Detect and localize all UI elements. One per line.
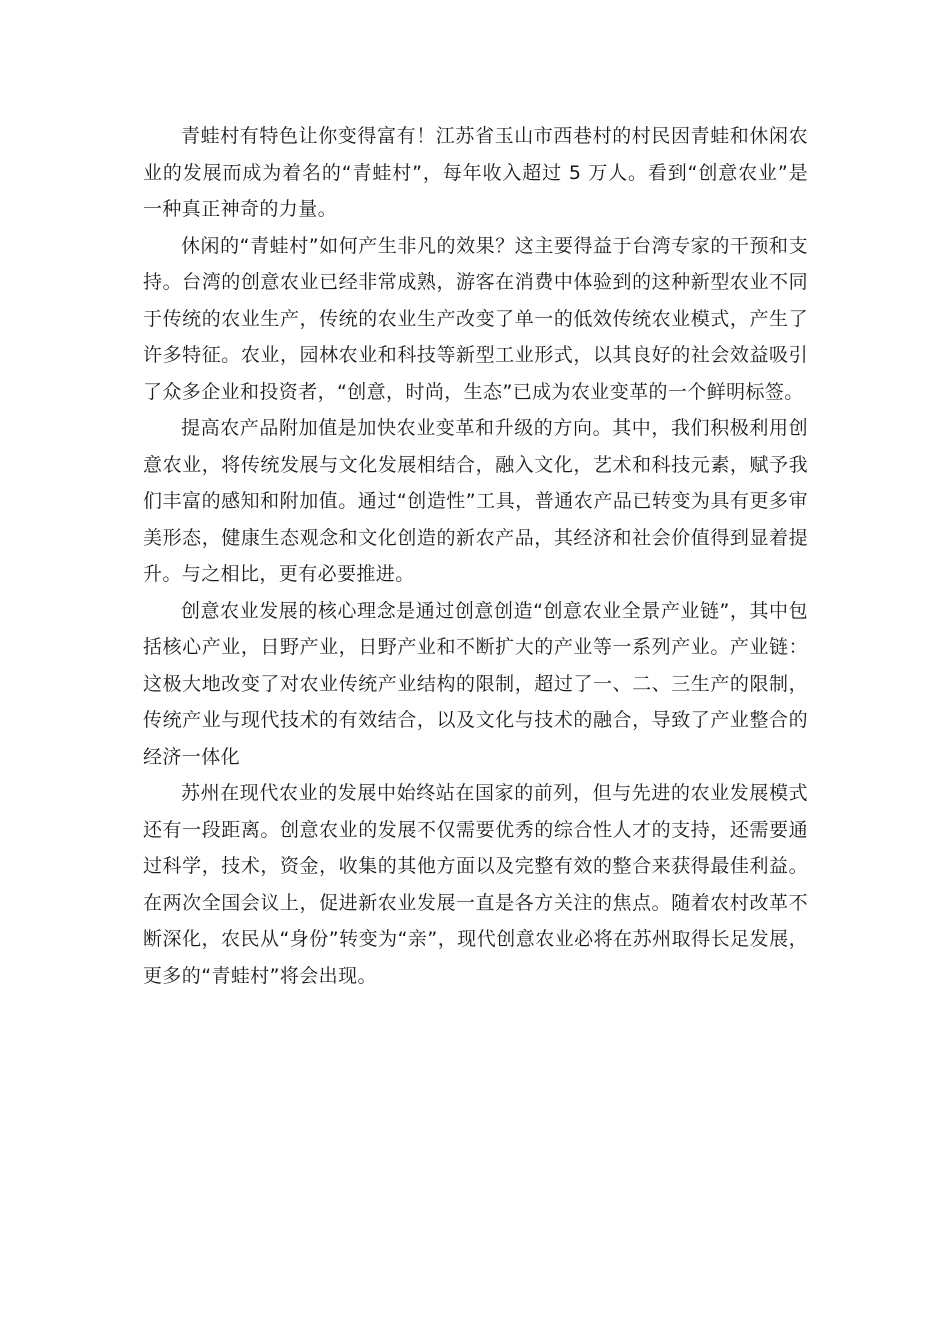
paragraph-2: 休闲的“青蛙村”如何产生非凡的效果？这主要得益于台湾专家的干预和支持。台湾的创意农业已经非常成熟，游客在消费中体验到的这种新型农业不同于传统的农业生产，传统的农业生产改变了单一的低效传统农业模式，产生了许多特征。农业，园林农业和科技等新型工业形式，以其良好的社会效益吸引了众多企业和投资者，“创意，时尚，生态”已成为农业变革的一个鲜明标签。 [143, 234, 808, 403]
paragraph-4: 创意农业发展的核心理念是通过创意创造“创意农业全景产业链”，其中包括核心产业，日野产业，日野产业和不断扩大的产业等一系列产业。产业链：这极大地改变了对农业传统产业结构的限制，超过了一、二、三生产的限制，传统产业与现代技术的有效结合，以及文化与技术的融合，导致了产业整合的经济一体化 [143, 599, 808, 768]
paragraph-5: 苏州在现代农业的发展中始终站在国家的前列，但与先进的农业发展模式还有一段距离。创意农业的发展不仅需要优秀的综合性人才的支持，还需要通过科学，技术，资金，收集的其他方面以及完整有效的整合来获得最佳利益。在两次全国会议上，促进新农业发展一直是各方关注的焦点。随着农村改革不断深化，农民从“身份”转变为“亲”，现代创意农业必将在苏州取得长足发展，更多的“青蛙村”将会出现。 [143, 782, 808, 987]
paragraph-3: 提高农产品附加值是加快农业变革和升级的方向。其中，我们积极利用创意农业，将传统发展与文化发展相结合，融入文化，艺术和科技元素，赋予我们丰富的感知和附加值。通过“创造性”工具，普通农产品已转变为具有更多审美形态，健康生态观念和文化创造的新农产品，其经济和社会价值得到显着提升。与之相比，更有必要推进。 [143, 417, 808, 585]
paragraph-1: 青蛙村有特色让你变得富有！江苏省玉山市西巷村的村民因青蛙和休闲农业的发展而成为着名的“青蛙村”，每年收入超过 5 万人。看到“创意农业”是一种真正神奇的力量。 [143, 125, 808, 220]
article-body [143, 118, 808, 994]
